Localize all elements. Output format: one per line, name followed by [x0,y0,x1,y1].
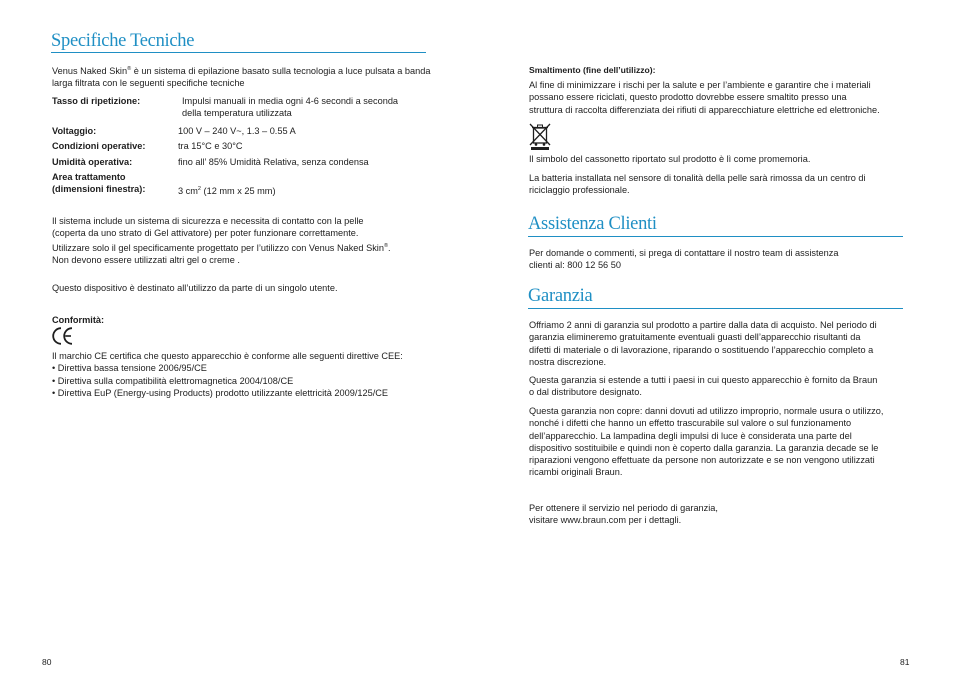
warranty-2-line-2: o dal distributore designato. [529,387,642,398]
disposal-title: Smaltimento (fine dell’utilizzo): [529,65,656,75]
warranty-2-line-1: Questa garanzia si estende a tutti i paesi in cui questo apparecchio è fornito da Braun [529,375,878,385]
assistance-title: Assistenza Clienti [528,214,657,234]
spec-label-voltage: Voltaggio: [52,126,97,136]
safety-line-2: (coperta da uno strato di Gel attivatore) per poter funzionare correttamente. [52,228,359,239]
disposal-line-2: possano essere riciclati, questo prodotto dovrebbe essere smaltito presso una [529,92,847,103]
bin-note: Il simbolo del cassonetto riportato sul prodotto è lì come promemoria. [529,154,811,164]
spec-value-repetition-2: della temperatura utilizzata [182,108,292,118]
warranty-paragraph-4 [529,502,914,527]
safety-paragraph [52,215,432,266]
assistance-title-rule [528,236,903,237]
warranty-3-line-5: riparazioni vengono effettuate da persone non autorizzate e se non vengono utilizzati [529,455,875,466]
list-item: • Direttiva bassa tensione 2006/95/CE [52,362,442,374]
single-user-note: Questo dispositivo è destinato all’utilizzo da parte di un singolo utente. [52,283,338,293]
safety-line-4: Non devono essere utilizzati altri gel o creme . [52,254,240,265]
warranty-1-line-2: garanzia elimineremo gratuitamente eventuali guasti dell’apparecchio risultanti da [529,332,861,343]
spec-value-voltage: 100 V – 240 V~, 1.3 – 0.55 A [178,126,296,136]
assistance-line-1: Per domande o commenti, si prega di contattare il nostro team di assistenza [529,248,839,258]
battery-paragraph [529,172,909,197]
conformity-label: Conformità: [52,315,105,325]
specs-title: Specifiche Tecniche [51,31,195,51]
warranty-title-rule [528,308,903,309]
spec-value-area [178,183,276,197]
assistance-paragraph [529,247,909,272]
area-value-number: 3 cm [178,186,198,197]
spec-label-humidity: Umidità operativa: [52,157,133,167]
spec-label-area-2: (dimensioni finestra): [52,184,146,194]
warranty-3-line-2: nonché i difetti che hanno un effetto trascurabile sul valore o sul funzionamento [529,418,852,429]
warranty-paragraph-3 [529,405,914,479]
list-item: • Direttiva sulla compatibilità elettromagnetica 2004/108/CE [52,375,442,387]
warranty-1-line-1: Offriamo 2 anni di garanzia sul prodotto a partire dalla data di acquisto. Nel periodo di [529,320,877,330]
page-number-left: 80 [42,657,52,667]
spec-label-area-1: Area trattamento [52,172,126,182]
warranty-3-line-4: dispositivo sostituibile e quindi non è coperto dalla garanzia. La garanzia decade se le [529,442,879,453]
specs-intro [52,63,432,90]
warranty-3-line-1: Questa garanzia non copre: danni dovuti ad utilizzo improprio, normale usura o utilizzo, [529,406,884,416]
warranty-3-line-6: ricambi originali Braun. [529,467,623,478]
ce-paragraph [52,350,442,399]
spec-label-repetition: Tasso di ripetizione: [52,96,141,106]
warranty-1-line-4: nostra discrezione. [529,356,607,367]
safety-line-3 [52,240,432,254]
safety-line-3-text: Utilizzare solo il gel specificamente progettato per l’utilizzo con Venus Naked Skin [52,242,384,253]
directives-list [52,362,442,399]
spec-value-operating-conditions: tra 15°C e 30°C [178,141,243,151]
warranty-paragraph-1 [529,319,914,368]
disposal-line-3: struttura di raccolta differenziata dei rifiuti di apparecchiature elettriche ed elettroniche. [529,104,880,115]
intro-registered-mark: ® [127,66,132,72]
spec-value-humidity: fino all’ 85% Umidità Relativa, senza condensa [178,157,369,167]
intro-text: è un sistema di epilazione basato sulla tecnologia a luce pulsata a banda larga filtrata con le seguenti specifiche tecniche [52,66,431,89]
warranty-1-line-3: difetti di materiale o di lavorazione, riparando o sostituendo l’apparecchio completo a [529,344,874,355]
spec-value-repetition-1: Impulsi manuali in media ogni 4-6 secondi a seconda [182,96,399,106]
safety-line-3-end: . [388,242,391,253]
crossed-bin-icon [529,122,551,150]
disposal-line-1: Al fine di minimizzare i rischi per la salute e per l’ambiente e garantire che i materiali [529,80,871,90]
safety-registered-mark: ® [383,242,389,249]
ce-mark-icon [52,326,74,346]
warranty-4-line-1: Per ottenere il servizio nel periodo di garanzia, [529,503,718,513]
area-value-dimensions: (12 mm x 25 mm) [200,186,276,197]
spec-label-operating-conditions: Condizioni operative: [52,141,146,151]
assistance-phone: clienti al: 800 12 56 50 [529,260,621,271]
safety-line-1: Il sistema include un sistema di sicurezza e necessita di contatto con la pelle [52,216,364,226]
warranty-title: Garanzia [528,286,593,306]
specs-title-rule [51,52,426,53]
ce-text: Il marchio CE certifica che questo apparecchio è conforme alle seguenti direttive CEE: [52,351,403,361]
disposal-paragraph [529,79,909,116]
page-number-right: 81 [900,657,910,667]
intro-brand: Venus Naked Skin [52,66,128,77]
area-value-exponent: 2 [197,186,201,192]
warranty-3-line-3: dell’apparecchio. La lampadina degli impulsi di luce è considerata una parte del [529,430,852,441]
warranty-paragraph-2 [529,374,914,399]
battery-line-2: riciclaggio professionale. [529,185,630,196]
warranty-4-line-2: visitare www.braun.com per i dettagli. [529,515,682,526]
battery-line-1: La batteria installata nel sensore di tonalità della pelle sarà rimossa da un centro di [529,173,866,183]
list-item: • Direttiva EuP (Energy-using Products) prodotto utilizzante elettricità 2009/125/CE [52,387,442,399]
